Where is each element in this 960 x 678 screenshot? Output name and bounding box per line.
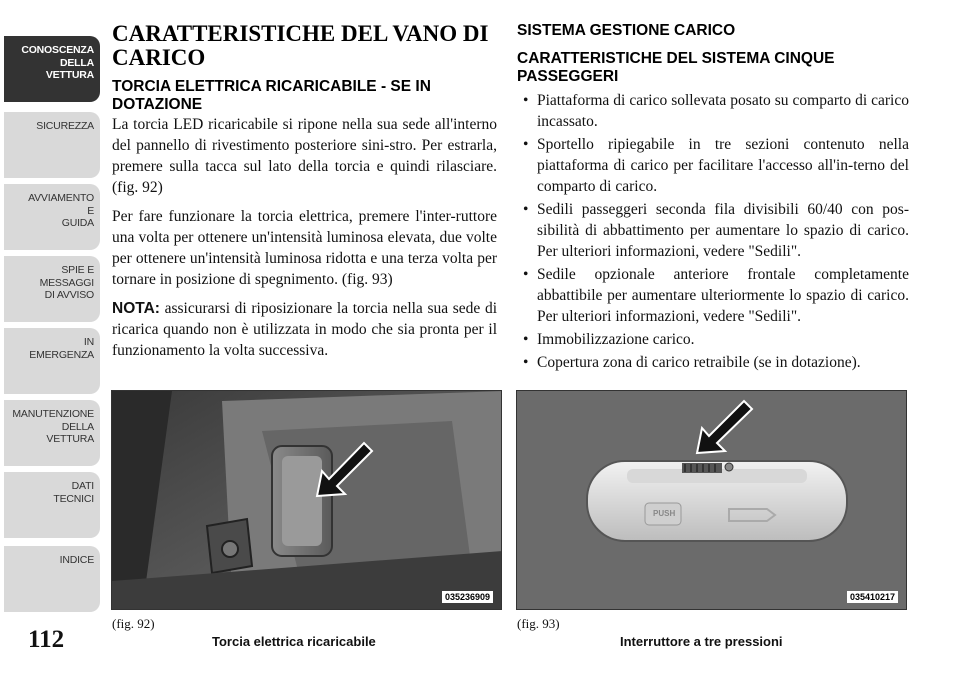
note-label: NOTA:	[112, 300, 160, 317]
tab-in-emergenza[interactable]	[4, 328, 100, 394]
list-item: • Piattaforma di carico sollevata posato su comparto di carico incassato.	[517, 90, 909, 132]
tab-label-line: DELLA	[60, 56, 94, 69]
tab-spie-e-messaggi[interactable]	[4, 256, 100, 322]
section-title: CARATTERISTICHE DEL VANO DI CARICO	[112, 21, 489, 70]
tab-label-line: SPIE E	[61, 264, 94, 276]
tab-label-line: MESSAGGI	[39, 276, 94, 289]
tab-sicurezza[interactable]	[4, 112, 100, 178]
figure-92-caption: Torcia elettrica ricaricabile	[212, 634, 376, 649]
figure-93-ref: (fig. 93)	[517, 616, 560, 631]
right-column	[517, 22, 909, 375]
page-number: 112	[28, 626, 65, 653]
list-item: • Sedili passeggeri seconda fila divisibili 60/40 con pos-sibilità di abbattimento per aumentare lo spazio di carico. Per ulteriori informazioni, vedere "Sedili".	[517, 199, 909, 262]
tab-label-line: DATI	[71, 480, 94, 492]
tab-conoscenza-della-vettura[interactable]	[4, 36, 100, 102]
list-item: • Sportello ripiegabile in tre sezioni contenuto nella piattaforma di carico per facilitare l'accesso all'in-terno del comparto di carico.	[517, 134, 909, 197]
tab-avviamento-e-guida[interactable]	[4, 184, 100, 250]
tab-label-line: DELLA	[61, 420, 94, 433]
note-text: assicurarsi di riposizionare la torcia nella sua sede di ricarica quando non è utilizzata in modo che sia pronta per il funzionamento la volta successiva.	[112, 300, 498, 359]
subsection-title: TORCIA ELETTRICA RICARICABILE - SE IN DOTAZIONE	[112, 78, 431, 113]
tab-manutenzione[interactable]	[4, 400, 100, 466]
tab-dati-tecnici[interactable]	[4, 472, 100, 538]
figure-92-ref: (fig. 92)	[112, 616, 155, 631]
tab-label-line: E	[87, 204, 94, 217]
figure-code: 035410217	[847, 591, 898, 603]
figure-93-caption: Interruttore a tre pressioni	[620, 634, 783, 649]
tab-label-line: GUIDA	[61, 217, 94, 229]
tab-label-line: TECNICI	[53, 492, 94, 505]
note-paragraph	[112, 298, 497, 361]
tab-label-line: IN	[83, 336, 94, 348]
list-item: • Immobilizzazione carico.	[517, 329, 909, 350]
tab-label-line: VETTURA	[46, 433, 94, 445]
tab-label-line: MANUTENZIONE	[12, 408, 94, 420]
feature-list	[517, 90, 909, 373]
paragraph-torch-operation: Per fare funzionare la torcia elettrica, premere l'inter-ruttore una volta per ottenere un'intensità luminosa elevata, due volte per ottenere un'intensità luminosa ridotta e una terza volta per tornare in posizione di spegnimento. (fig. 93)	[112, 208, 497, 288]
section-heading-five-passenger: CARATTERISTICHE DEL SISTEMA CINQUE PASSEGGERI	[517, 50, 835, 85]
push-button-label: PUSH	[653, 509, 676, 518]
figure-93-image	[516, 390, 907, 610]
tab-label-line: DI AVVISO	[44, 289, 94, 301]
tab-label-line: CONOSCENZA	[21, 44, 94, 56]
left-column	[112, 22, 497, 369]
switch-illustration	[517, 391, 907, 610]
tab-label-line: AVVIAMENTO	[28, 192, 94, 204]
figure-92-image	[111, 390, 502, 610]
tab-label-line: INDICE	[59, 554, 94, 566]
tab-indice[interactable]	[4, 546, 100, 612]
figure-code: 035236909	[442, 591, 493, 603]
list-item: • Copertura zona di carico retraibile (se in dotazione).	[517, 352, 909, 373]
torch-illustration	[112, 391, 502, 610]
tab-label-line: SICUREZZA	[36, 120, 94, 132]
tab-label-line: EMERGENZA	[29, 348, 94, 361]
section-heading-cargo: SISTEMA GESTIONE CARICO	[517, 22, 736, 39]
chapter-sidebar	[0, 0, 104, 678]
tab-label-line: VETTURA	[45, 69, 94, 81]
list-item: • Sedile opzionale anteriore frontale completamente abbattibile per aumentare ulteriormente lo spazio di carico. Per ulteriori informazioni, vedere "Sedili".	[517, 264, 909, 327]
paragraph-torch-storage: La torcia LED ricaricabile si ripone nella sua sede all'interno del pannello di rivestimento posteriore sini-stro. Per estrarla, premere sulla tacca sul lato della torcia e quindi rilasciare. (fig. 92)	[112, 116, 497, 196]
